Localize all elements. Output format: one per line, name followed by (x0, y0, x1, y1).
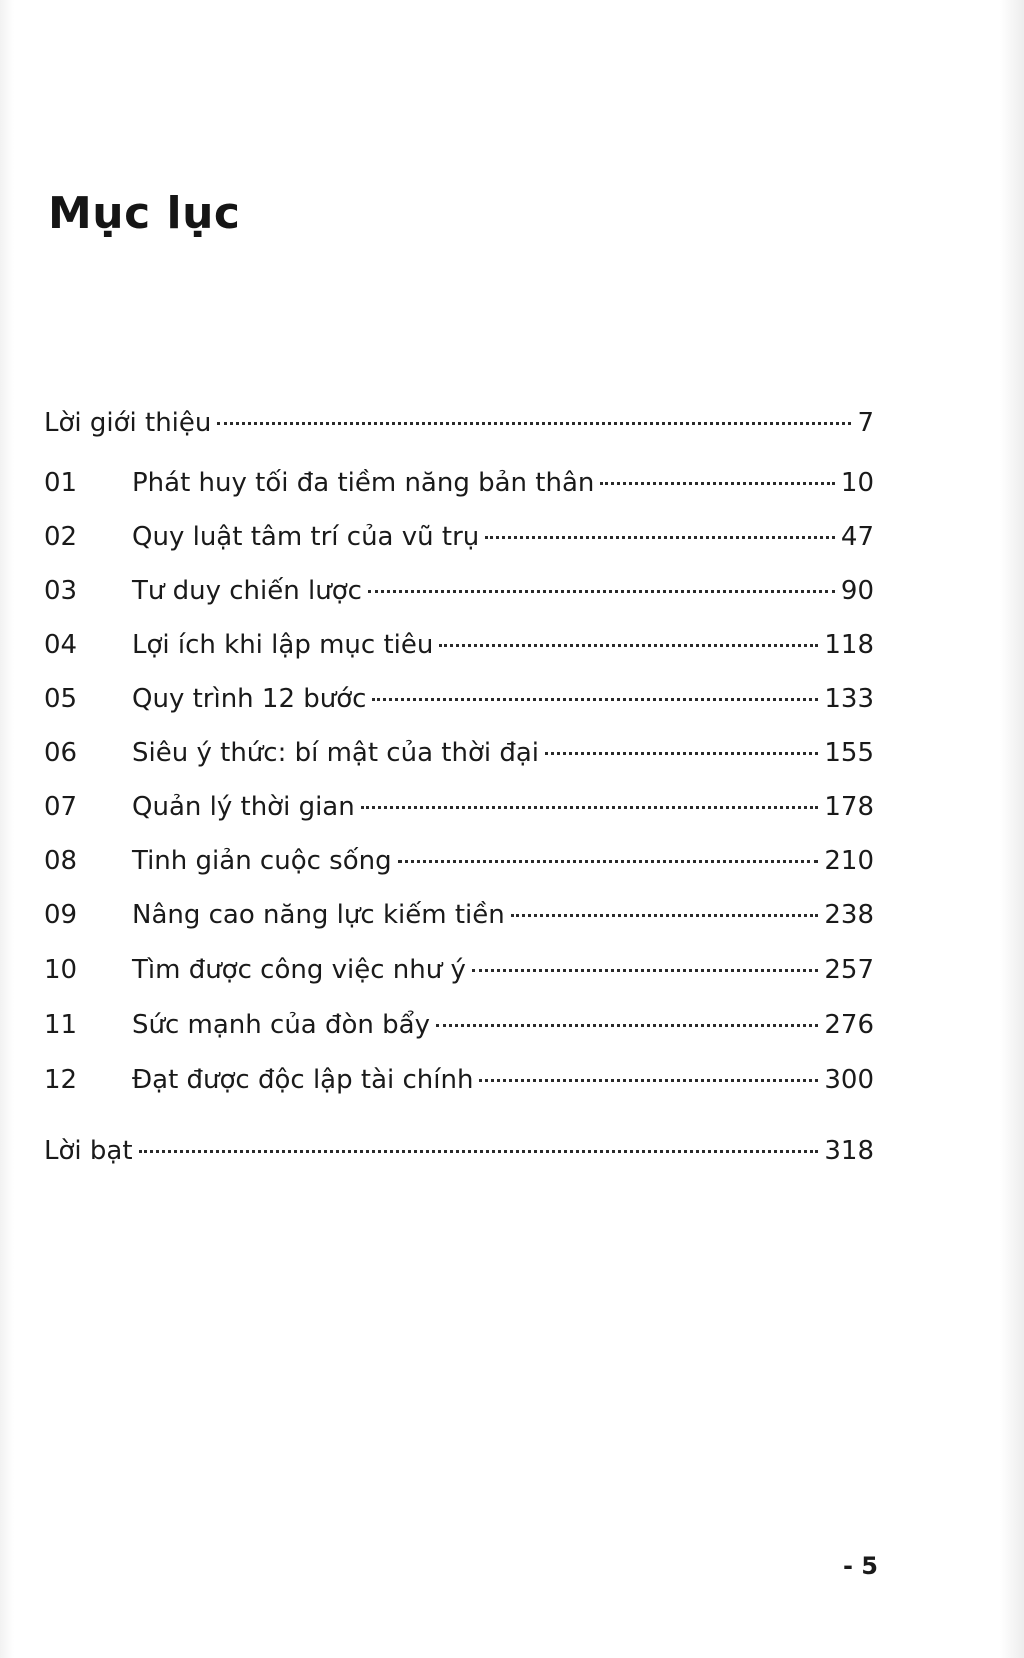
chapter-title: Quy trình 12 bước (132, 684, 367, 714)
toc-entry-afterword (44, 1134, 874, 1168)
dot-leader (545, 752, 818, 755)
chapter-page: 118 (824, 630, 874, 660)
chapter-number: 07 (44, 792, 78, 822)
chapter-page: 257 (824, 955, 874, 985)
dot-leader (361, 806, 819, 809)
chapter-number: 10 (44, 955, 78, 985)
toc-entry-chapter-09 (44, 898, 874, 932)
toc-entry-chapter-02 (44, 520, 874, 554)
page-number: - 5 (842, 1552, 878, 1580)
toc-entry-chapter-10 (44, 953, 874, 987)
chapter-title: Sức mạnh của đòn bẩy (132, 1010, 430, 1040)
toc-entry-chapter-08 (44, 844, 874, 878)
toc-entry-chapter-05 (44, 682, 874, 716)
chapter-title: Tìm được công việc như ý (132, 955, 466, 985)
dot-leader (139, 1150, 819, 1153)
chapter-number: 05 (44, 684, 78, 714)
dot-leader (398, 860, 819, 863)
chapter-page: 155 (824, 738, 874, 768)
chapter-number: 11 (44, 1010, 78, 1040)
chapter-page: 210 (824, 846, 874, 876)
chapter-number: 04 (44, 630, 78, 660)
dot-leader (511, 914, 819, 917)
chapter-number: 03 (44, 576, 78, 606)
dot-leader (436, 1024, 818, 1027)
page-title: Mục lục (48, 188, 241, 239)
dot-leader (485, 536, 835, 539)
toc-entry-page: 318 (824, 1136, 874, 1166)
toc-entry-label: Lời giới thiệu (44, 408, 212, 438)
chapter-number: 08 (44, 846, 78, 876)
dot-leader (600, 482, 835, 485)
chapter-number: 01 (44, 468, 78, 498)
chapter-page: 238 (824, 900, 874, 930)
chapter-page: 178 (824, 792, 874, 822)
toc-entry-page: 7 (857, 408, 874, 438)
chapter-title: Tư duy chiến lược (132, 576, 362, 606)
toc-entry-label: Lời bạt (44, 1136, 133, 1166)
chapter-number: 09 (44, 900, 78, 930)
chapter-page: 47 (840, 522, 874, 552)
dot-leader (479, 1079, 818, 1082)
dot-leader (472, 969, 819, 972)
chapter-title: Siêu ý thức: bí mật của thời đại (132, 738, 539, 768)
toc-entry-chapter-12 (44, 1063, 874, 1097)
toc-entry-chapter-11 (44, 1008, 874, 1042)
dot-leader (439, 644, 818, 647)
toc-entry-intro (44, 406, 874, 440)
dot-leader (372, 698, 818, 701)
chapter-page: 276 (824, 1010, 874, 1040)
toc-entry-chapter-03 (44, 574, 874, 608)
chapter-page: 10 (840, 468, 874, 498)
chapter-number: 02 (44, 522, 78, 552)
toc-entry-chapter-07 (44, 790, 874, 824)
chapter-title: Quản lý thời gian (132, 792, 355, 822)
toc-entry-chapter-01 (44, 466, 874, 500)
chapter-title: Quy luật tâm trí của vũ trụ (132, 522, 480, 552)
toc-entry-chapter-04 (44, 628, 874, 662)
chapter-title: Phát huy tối đa tiềm năng bản thân (132, 468, 595, 498)
chapter-number: 12 (44, 1065, 78, 1095)
chapter-page: 90 (840, 576, 874, 606)
toc-entry-chapter-06 (44, 736, 874, 770)
chapter-title: Tinh giản cuộc sống (132, 846, 392, 876)
chapter-page: 300 (824, 1065, 874, 1095)
dot-leader (217, 422, 851, 425)
chapter-title: Nâng cao năng lực kiếm tiền (132, 900, 505, 930)
chapter-title: Đạt được độc lập tài chính (132, 1065, 474, 1095)
chapter-page: 133 (824, 684, 874, 714)
dot-leader (368, 590, 835, 593)
chapter-number: 06 (44, 738, 78, 768)
chapter-title: Lợi ích khi lập mục tiêu (132, 630, 434, 660)
